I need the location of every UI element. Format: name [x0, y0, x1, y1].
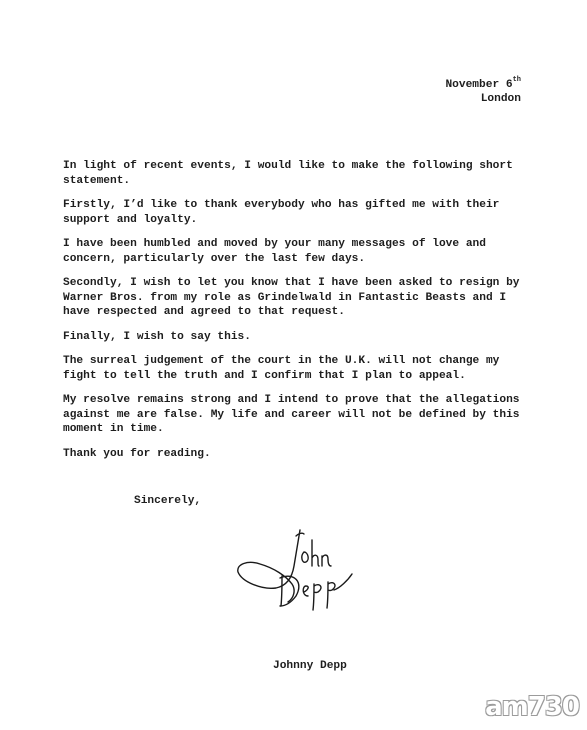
signatory-name: Johnny Depp — [273, 660, 347, 672]
paragraph-resolve: My resolve remains strong and I intend to prove that the allegations against me are false. My life and career will not be defined by this moment in time. — [63, 394, 520, 435]
paragraph-judgement: The surreal judgement of the court in the U.K. will not change my fight to tell the truth and I confirm that I plan to appeal. — [63, 355, 500, 382]
paragraph-thanks: Firstly, I’d like to thank everybody who has gifted me with their support and loyalty. — [63, 199, 500, 226]
paragraph-intro: In light of recent events, I would like to make the following short statement. — [63, 160, 513, 187]
paragraph-humbled: I have been humbled and moved by your many messages of love and concern, particularly over the last few days. — [63, 238, 486, 265]
handwritten-signature — [234, 526, 358, 612]
letter-location: London — [480, 93, 521, 105]
letter-body — [63, 159, 533, 471]
date-suffix: th — [512, 76, 521, 85]
date-text: November 6 — [445, 79, 513, 91]
paragraph-thank-you: Thank you for reading. — [63, 447, 211, 460]
paragraph-resignation: Secondly, I wish to let you know that I have been asked to resign by Warner Bros. from my role as Grindelwald in Fantastic Beasts and I have respected and agreed to that request. — [63, 277, 520, 318]
watermark-logo: am730 — [485, 692, 579, 722]
letter-date — [445, 78, 521, 92]
closing-sincerely: Sincerely, — [134, 495, 202, 507]
date-location-block — [445, 78, 521, 106]
paragraph-finally: Finally, I wish to say this. — [63, 330, 251, 343]
